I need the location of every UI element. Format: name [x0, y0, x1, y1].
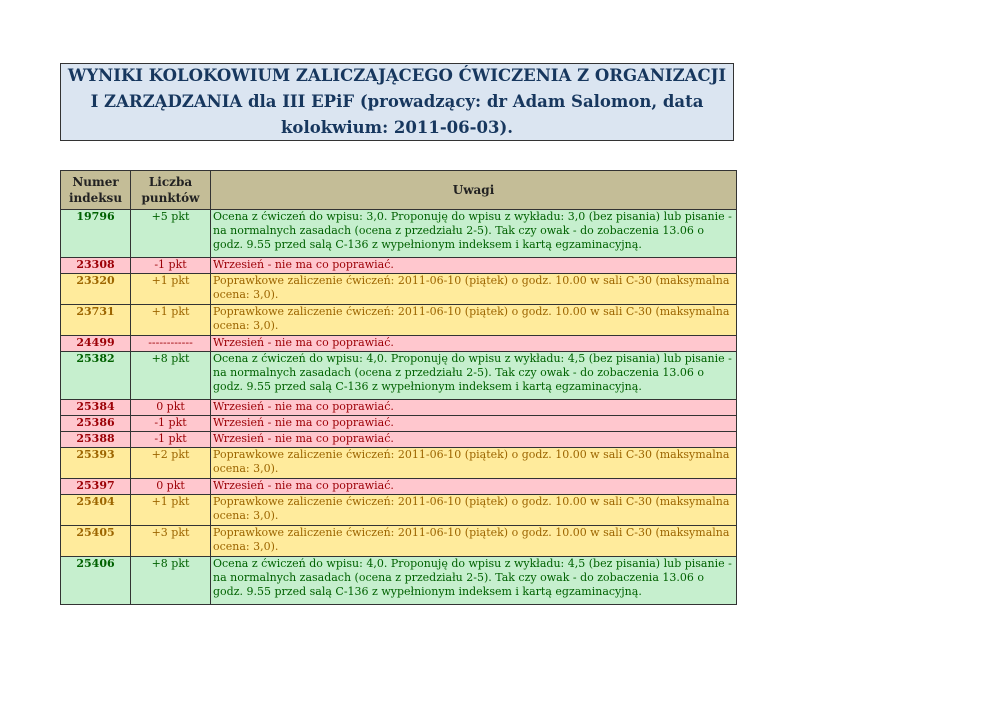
note-cell: Ocena z ćwiczeń do wpisu: 3,0. Proponuję do wpisu z wykładu: 3,0 (bez pisania) lub pisanie - na normalnych zasadach (ocena z przedziału 2-5). Tak czy owak - do zobaczenia 13.06 o godz. 9.55 przed salą C-136 z wypełnionym indeksem i kartą egzaminacyjną. [213, 210, 732, 251]
table-row [61, 400, 737, 416]
index-cell: 25405 [61, 526, 131, 557]
index-cell: 19796 [61, 210, 131, 258]
points-cell: +8 pkt [131, 352, 211, 400]
index-cell: 25388 [61, 432, 131, 448]
header-notes: Uwagi [211, 171, 737, 210]
table-row [61, 416, 737, 432]
points-cell: +2 pkt [131, 448, 211, 479]
table-row [61, 336, 737, 352]
index-cell: 25384 [61, 400, 131, 416]
note-cell: Poprawkowe zaliczenie ćwiczeń: 2011-06-10 (piątek) o godz. 10.00 w sali C-30 (maksymalna ocena: 3,0). [213, 495, 730, 522]
table-row [61, 258, 737, 274]
note-cell: Ocena z ćwiczeń do wpisu: 4,0. Proponuję do wpisu z wykładu: 4,5 (bez pisania) lub pisanie - na normalnych zasadach (ocena z przedziału 2-5). Tak czy owak - do zobaczenia 13.06 o godz. 9.55 przed salą C-136 z wypełnionym indeksem i kartą egzaminacyjną. [213, 352, 732, 393]
header-points: Liczba punktów [131, 171, 211, 210]
index-cell: 25397 [61, 479, 131, 495]
table-row [61, 210, 737, 258]
table-row [61, 305, 737, 336]
table-row [61, 432, 737, 448]
points-cell: +1 pkt [131, 274, 211, 305]
index-cell: 25382 [61, 352, 131, 400]
points-cell: +3 pkt [131, 526, 211, 557]
points-cell: -1 pkt [131, 416, 211, 432]
note-cell: Poprawkowe zaliczenie ćwiczeń: 2011-06-10 (piątek) o godz. 10.00 w sali C-30 (maksymalna ocena: 3,0). [213, 305, 730, 332]
table-row [61, 352, 737, 400]
header-index: Numer indeksu [61, 171, 131, 210]
points-cell: 0 pkt [131, 479, 211, 495]
table-row [61, 495, 737, 526]
note-cell: Wrzesień - nie ma co poprawiać. [213, 479, 394, 492]
index-cell: 23320 [61, 274, 131, 305]
note-cell: Wrzesień - nie ma co poprawiać. [213, 258, 394, 271]
points-cell: 0 pkt [131, 400, 211, 416]
points-cell: ------------ [131, 336, 211, 352]
index-cell: 25393 [61, 448, 131, 479]
index-cell: 25386 [61, 416, 131, 432]
points-cell: +5 pkt [131, 210, 211, 258]
points-cell: -1 pkt [131, 258, 211, 274]
points-cell: +8 pkt [131, 557, 211, 605]
note-cell: Poprawkowe zaliczenie ćwiczeń: 2011-06-10 (piątek) o godz. 10.00 w sali C-30 (maksymalna ocena: 3,0). [213, 274, 730, 301]
page-title: WYNIKI KOLOKOWIUM ZALICZAJĄCEGO ĆWICZENIA Z ORGANIZACJI I ZARZĄDZANIA dla III EPiF (prowadzący: dr Adam Salomon, data kolokwium: 2011-06-03). [60, 63, 734, 141]
note-cell: Poprawkowe zaliczenie ćwiczeń: 2011-06-10 (piątek) o godz. 10.00 w sali C-30 (maksymalna ocena: 3,0). [213, 526, 730, 553]
note-cell: Wrzesień - nie ma co poprawiać. [213, 432, 394, 445]
note-cell: Wrzesień - nie ma co poprawiać. [213, 416, 394, 429]
index-cell: 23308 [61, 258, 131, 274]
index-cell: 24499 [61, 336, 131, 352]
points-cell: +1 pkt [131, 495, 211, 526]
table-row [61, 526, 737, 557]
index-cell: 25404 [61, 495, 131, 526]
table-row [61, 557, 737, 605]
table-row [61, 479, 737, 495]
points-cell: +1 pkt [131, 305, 211, 336]
note-cell: Poprawkowe zaliczenie ćwiczeń: 2011-06-10 (piątek) o godz. 10.00 w sali C-30 (maksymalna ocena: 3,0). [213, 448, 730, 475]
table-row [61, 274, 737, 305]
points-cell: -1 pkt [131, 432, 211, 448]
header-row [61, 171, 737, 210]
table-row [61, 448, 737, 479]
note-cell: Wrzesień - nie ma co poprawiać. [213, 400, 394, 413]
note-cell: Ocena z ćwiczeń do wpisu: 4,0. Proponuję do wpisu z wykładu: 4,5 (bez pisania) lub pisanie - na normalnych zasadach (ocena z przedziału 2-5). Tak czy owak - do zobaczenia 13.06 o godz. 9.55 przed salą C-136 z wypełnionym indeksem i kartą egzaminacyjną. [213, 557, 732, 598]
results-table [60, 170, 737, 605]
note-cell: Wrzesień - nie ma co poprawiać. [213, 336, 394, 349]
index-cell: 25406 [61, 557, 131, 605]
index-cell: 23731 [61, 305, 131, 336]
